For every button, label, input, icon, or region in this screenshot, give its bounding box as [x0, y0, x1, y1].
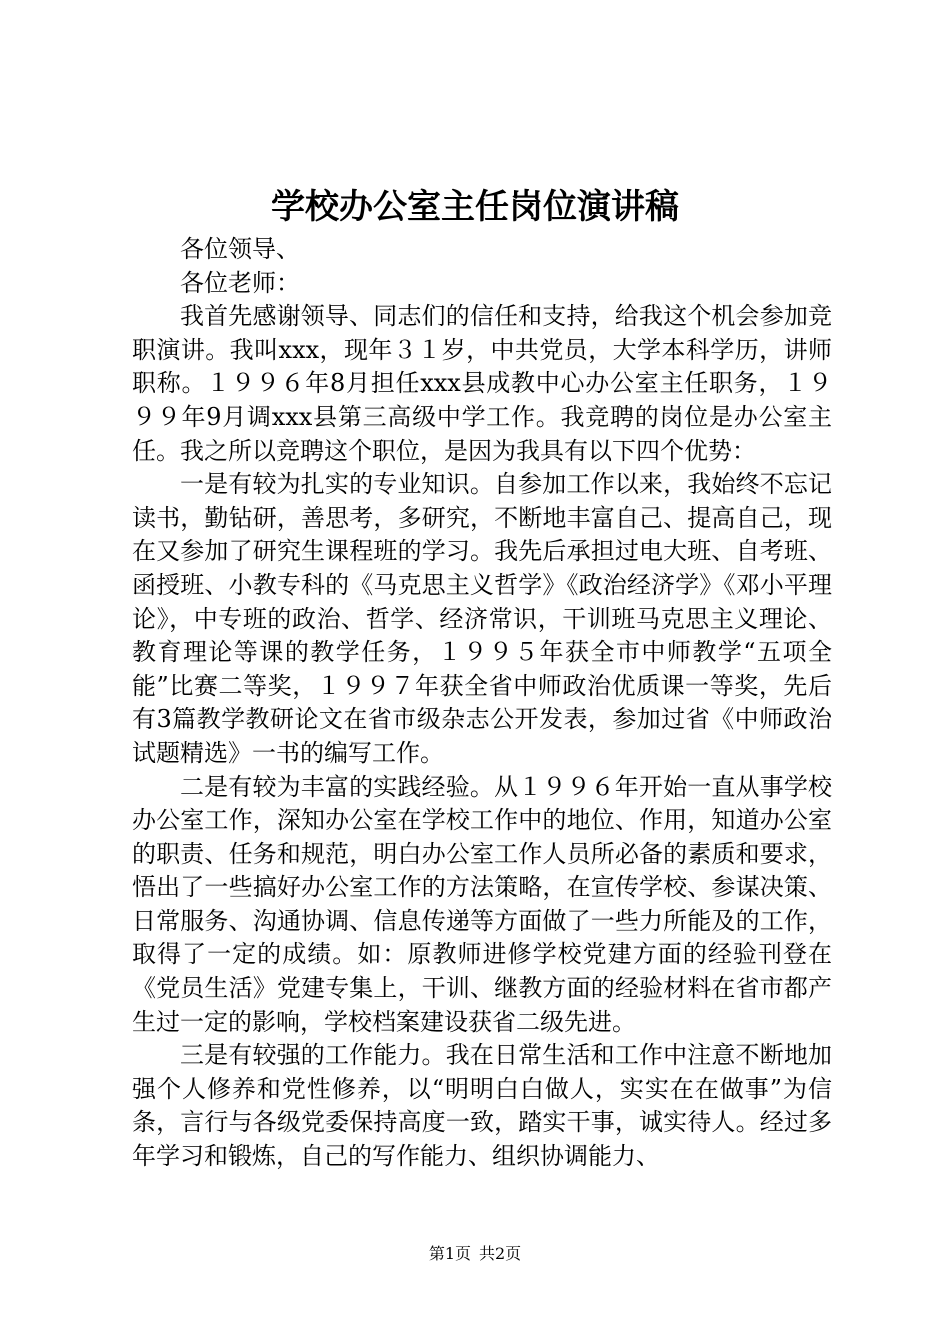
page-number: 第1页: [428, 1244, 471, 1263]
document-title: 学校办公室主任岗位演讲稿: [271, 187, 679, 227]
page-total: 共2页: [479, 1244, 522, 1263]
paragraph-advantage-two: 二是有较为丰富的实践经验。从１９９６年开始一直从事学校办公室工作，深知办公室在学校工作中的地位、作用，知道办公室的职责、任务和规范，明白办公室工作人员所必备的素质和要求，悟出了一些搞好办公室工作的方法策略，在宣传学校、参谋决策、日常服务、沟通协调、信息传递等方面做了一些力所能及的工作，取得了一定的成绩。如：原教师进修学校党建方面的经验刊登在《党员生活》党建专集上，干训、继教方面的经验材料在省市都产生过一定的影响，学校档案建设获省二级先进。: [132, 772, 832, 1036]
salutation-leaders: 各位领导、: [180, 235, 300, 263]
salutation-teachers: 各位老师：: [180, 268, 300, 297]
paragraph-introduction: 我首先感谢领导、同志们的信任和支持，给我这个机会参加竞职演讲。我叫xxx，现年３１岁，中共党员，大学本科学历，讲师职称。１９９６年8月担任xxx县成教中心办公室主任职务，１９９９年9月调xxx县第三高级中学工作。我竞聘的岗位是办公室主任。我之所以竞聘这个职位，是因为我具有以下四个优势：: [132, 302, 832, 465]
document-body: [132, 233, 832, 1174]
page-footer: [0, 1243, 950, 1265]
paragraph-advantage-one: 一是有较为扎实的专业知识。自参加工作以来，我始终不忘记读书，勤钻研，善思考，多研究，不断地丰富自己、提高自己，现在又参加了研究生课程班的学习。我先后承担过电大班、自考班、函授班、小教专科的《马克思主义哲学》《政治经济学》《邓小平理论》，中专班的政治、哲学、经济常识，干训班马克思主义理论、教育理论等课的教学任务，１９９５年获全市中师教学“五项全能”比赛二等奖，１９９７年获全省中师政治优质课一等奖，先后有3篇教学教研论文在省市级杂志公开发表，参加过省《中师政治试题精选》一书的编写工作。: [132, 470, 832, 767]
paragraph-advantage-three: 三是有较强的工作能力。我在日常生活和工作中注意不断地加强个人修养和党性修养，以“明明白白做人，实实在在做事”为信条，言行与各级党委保持高度一致，踏实干事，诚实待人。经过多年学习和锻炼，自己的写作能力、组织协调能力、: [132, 1041, 832, 1171]
